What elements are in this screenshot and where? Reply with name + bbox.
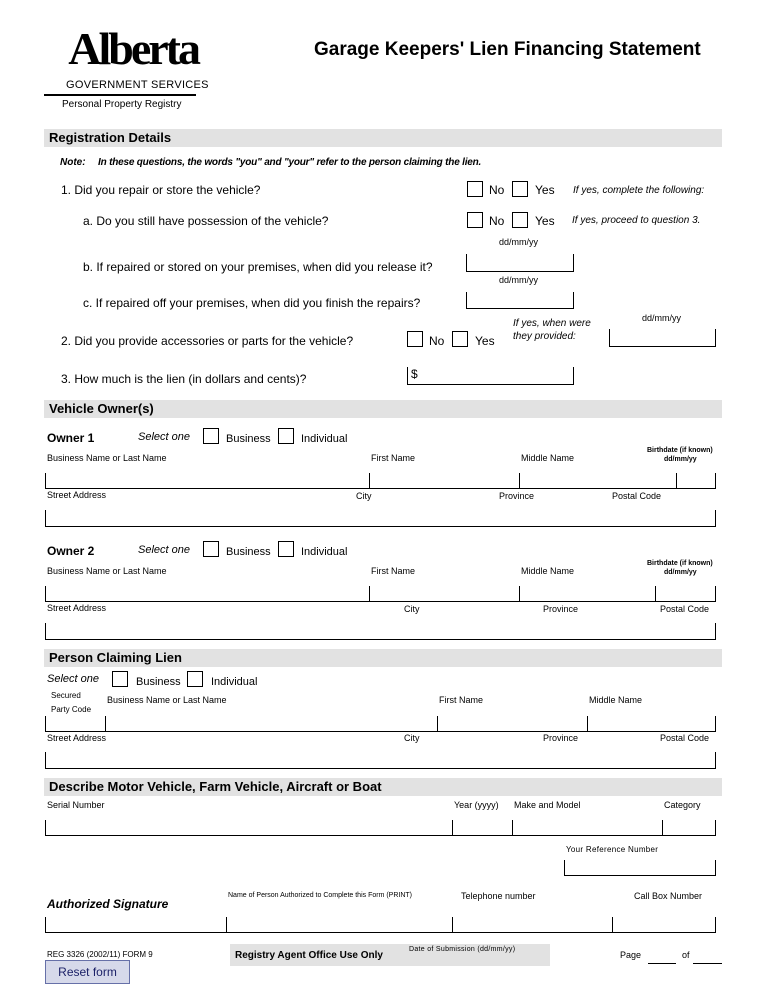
logo-wordmark: Alberta: [68, 23, 198, 74]
vehicle-details-field[interactable]: [45, 820, 716, 836]
owner2-postal-label: Postal Code: [660, 604, 710, 614]
q1b-date-format: dd/mm/yy: [499, 237, 539, 247]
telephone-label: Telephone number: [461, 891, 536, 901]
claimant-business-label: Business: [136, 676, 181, 688]
owner2-business-label: Business: [226, 546, 271, 558]
owner1-business-name-label: Business Name or Last Name: [47, 453, 167, 463]
q1-text: 1. Did you repair or store the vehicle?: [61, 183, 261, 197]
owner2-middle-name-label: Middle Name: [521, 566, 575, 576]
q1-hint: If yes, complete the following:: [573, 185, 705, 196]
reset-form-button[interactable]: Reset form: [45, 960, 130, 984]
page-label: Page: [620, 950, 642, 960]
claimant-name-field[interactable]: [45, 716, 716, 732]
claimant-postal-label: Postal Code: [660, 733, 710, 743]
form-code: REG 3326 (2002/11) FORM 9: [47, 950, 153, 959]
q2-hint-2: they provided:: [513, 331, 576, 342]
signature-divider-name: [226, 917, 227, 933]
owner1-individual-label: Individual: [301, 433, 348, 445]
q2-yes-checkbox[interactable]: [452, 331, 468, 347]
vehicle-year-label: Year (yyyy): [454, 800, 499, 810]
alberta-logo: [62, 23, 198, 84]
signature-divider-callbox: [612, 917, 613, 933]
q1a-hint: If yes, proceed to question 3.: [572, 215, 701, 226]
q1c-text: c. If repaired off your premises, when did you finish the repairs?: [83, 296, 421, 310]
owner2-divider-end: [715, 586, 716, 602]
owner2-business-checkbox[interactable]: [203, 541, 219, 557]
claimant-divider-code: [105, 716, 106, 732]
owner1-street-label: Street Address: [47, 490, 107, 500]
vehicle-divider-year: [452, 820, 453, 836]
q1a-no-label: No: [489, 214, 505, 228]
claimant-select-one: Select one: [47, 673, 99, 685]
owner1-birthdate-label: Birthdate (if known): [647, 447, 713, 454]
q1-yes-checkbox[interactable]: [512, 181, 528, 197]
owner2-individual-label: Individual: [301, 546, 348, 558]
note-label: Note:: [60, 157, 86, 168]
owner2-address-field[interactable]: [45, 623, 716, 640]
reference-number-field[interactable]: [564, 860, 716, 876]
q1a-no-checkbox[interactable]: [467, 212, 483, 228]
owner2-city-label: City: [404, 604, 420, 614]
authorized-signature-label: Authorized Signature: [47, 897, 169, 911]
claimant-secured-label-1: Secured: [51, 691, 81, 700]
owner1-first-name-label: First Name: [371, 453, 416, 463]
owner2-business-name-label: Business Name or Last Name: [47, 566, 167, 576]
dollar-sign: $: [411, 367, 418, 381]
vehicle-divider-category: [662, 820, 663, 836]
owner1-city-label: City: [356, 491, 372, 501]
q1a-yes-label: Yes: [535, 214, 555, 228]
q1a-yes-checkbox[interactable]: [512, 212, 528, 228]
owner2-individual-checkbox[interactable]: [278, 541, 294, 557]
vehicle-serial-label: Serial Number: [47, 800, 105, 810]
owner1-address-field[interactable]: [45, 510, 716, 527]
claimant-secured-label-2: Party Code: [51, 705, 92, 714]
owner1-postal-label: Postal Code: [612, 491, 662, 501]
owner1-business-checkbox[interactable]: [203, 428, 219, 444]
of-label: of: [682, 950, 690, 960]
section-registration: Registration Details: [44, 129, 722, 147]
page-number-field[interactable]: [648, 963, 676, 964]
owner1-birthdate-format: dd/mm/yy: [664, 456, 697, 463]
owner1-divider-birth: [676, 473, 677, 489]
q1b-date-field[interactable]: [466, 254, 574, 272]
claimant-divider-first: [437, 716, 438, 732]
claimant-province-label: Province: [543, 733, 579, 743]
claimant-business-checkbox[interactable]: [112, 671, 128, 687]
page-title: Garage Keepers' Lien Financing Statement: [314, 39, 701, 60]
q3-text: 3. How much is the lien (in dollars and cents)?: [61, 372, 307, 386]
owner1-middle-name-label: Middle Name: [521, 453, 575, 463]
q3-amount-field[interactable]: [407, 367, 574, 385]
section-owners: Vehicle Owner(s): [44, 400, 722, 418]
signature-divider-phone: [452, 917, 453, 933]
owner2-first-name-label: First Name: [371, 566, 416, 576]
owner2-province-label: Province: [543, 604, 579, 614]
claimant-divider-end: [715, 716, 716, 732]
q1-yes-label: Yes: [535, 183, 555, 197]
q2-date-format: dd/mm/yy: [642, 313, 682, 323]
q2-no-checkbox[interactable]: [407, 331, 423, 347]
claimant-individual-checkbox[interactable]: [187, 671, 203, 687]
claimant-business-name-label: Business Name or Last Name: [107, 695, 227, 705]
owner1-divider-first: [369, 473, 370, 489]
registry-name: Personal Property Registry: [62, 99, 182, 110]
reference-number-label: Your Reference Number: [566, 845, 659, 854]
signature-row-field[interactable]: [45, 917, 716, 933]
vehicle-category-label: Category: [664, 800, 701, 810]
q1b-text: b. If repaired or stored on your premises, when did you release it?: [83, 260, 433, 274]
agent-use-label: Registry Agent Office Use Only: [235, 950, 383, 961]
owner2-label: Owner 2: [47, 544, 95, 558]
submission-date-label: Date of Submission (dd/mm/yy): [409, 946, 516, 953]
org-name: GOVERNMENT SERVICES: [66, 79, 209, 91]
q1c-date-format: dd/mm/yy: [499, 275, 539, 285]
page-total-field[interactable]: [693, 963, 722, 964]
owner2-street-label: Street Address: [47, 603, 107, 613]
vehicle-divider-make: [512, 820, 513, 836]
owner2-divider-first: [369, 586, 370, 602]
claimant-city-label: City: [404, 733, 420, 743]
owner1-divider-middle: [519, 473, 520, 489]
q2-text: 2. Did you provide accessories or parts for the vehicle?: [61, 334, 354, 348]
q2-hint-1: If yes, when were: [513, 318, 591, 329]
owner2-divider-birth: [655, 586, 656, 602]
owner1-divider-end: [715, 473, 716, 489]
claimant-first-name-label: First Name: [439, 695, 484, 705]
claimant-middle-name-label: Middle Name: [589, 695, 643, 705]
owner2-divider-middle: [519, 586, 520, 602]
owner2-select-one: Select one: [138, 544, 190, 556]
claimant-individual-label: Individual: [211, 676, 258, 688]
q1-no-checkbox[interactable]: [467, 181, 483, 197]
owner1-province-label: Province: [499, 491, 535, 501]
callbox-label: Call Box Number: [634, 891, 703, 901]
print-name-label: Name of Person Authorized to Complete this Form (PRINT): [228, 892, 413, 899]
note-text: In these questions, the words "you" and "your" refer to the person claiming the lien.: [98, 157, 482, 168]
owner1-name-field[interactable]: [45, 473, 716, 489]
owner1-business-label: Business: [226, 433, 271, 445]
section-vehicle: Describe Motor Vehicle, Farm Vehicle, Aircraft or Boat: [44, 778, 722, 796]
claimant-divider-middle: [587, 716, 588, 732]
header-rule: [44, 94, 196, 96]
q1-no-label: No: [489, 183, 505, 197]
owner1-label: Owner 1: [47, 431, 95, 445]
q2-yes-label: Yes: [475, 334, 495, 348]
owner2-name-field[interactable]: [45, 586, 716, 602]
q1c-date-field[interactable]: [466, 292, 574, 309]
claimant-address-field[interactable]: [45, 752, 716, 769]
q2-date-field[interactable]: [609, 329, 716, 347]
owner2-birthdate-format: dd/mm/yy: [664, 569, 697, 576]
vehicle-make-label: Make and Model: [514, 800, 581, 810]
owner1-individual-checkbox[interactable]: [278, 428, 294, 444]
claimant-street-label: Street Address: [47, 733, 107, 743]
owner1-select-one: Select one: [138, 431, 190, 443]
q1a-text: a. Do you still have possession of the vehicle?: [83, 214, 329, 228]
q2-no-label: No: [429, 334, 445, 348]
owner2-birthdate-label: Birthdate (if known): [647, 560, 713, 567]
section-claimant: Person Claiming Lien: [44, 649, 722, 667]
